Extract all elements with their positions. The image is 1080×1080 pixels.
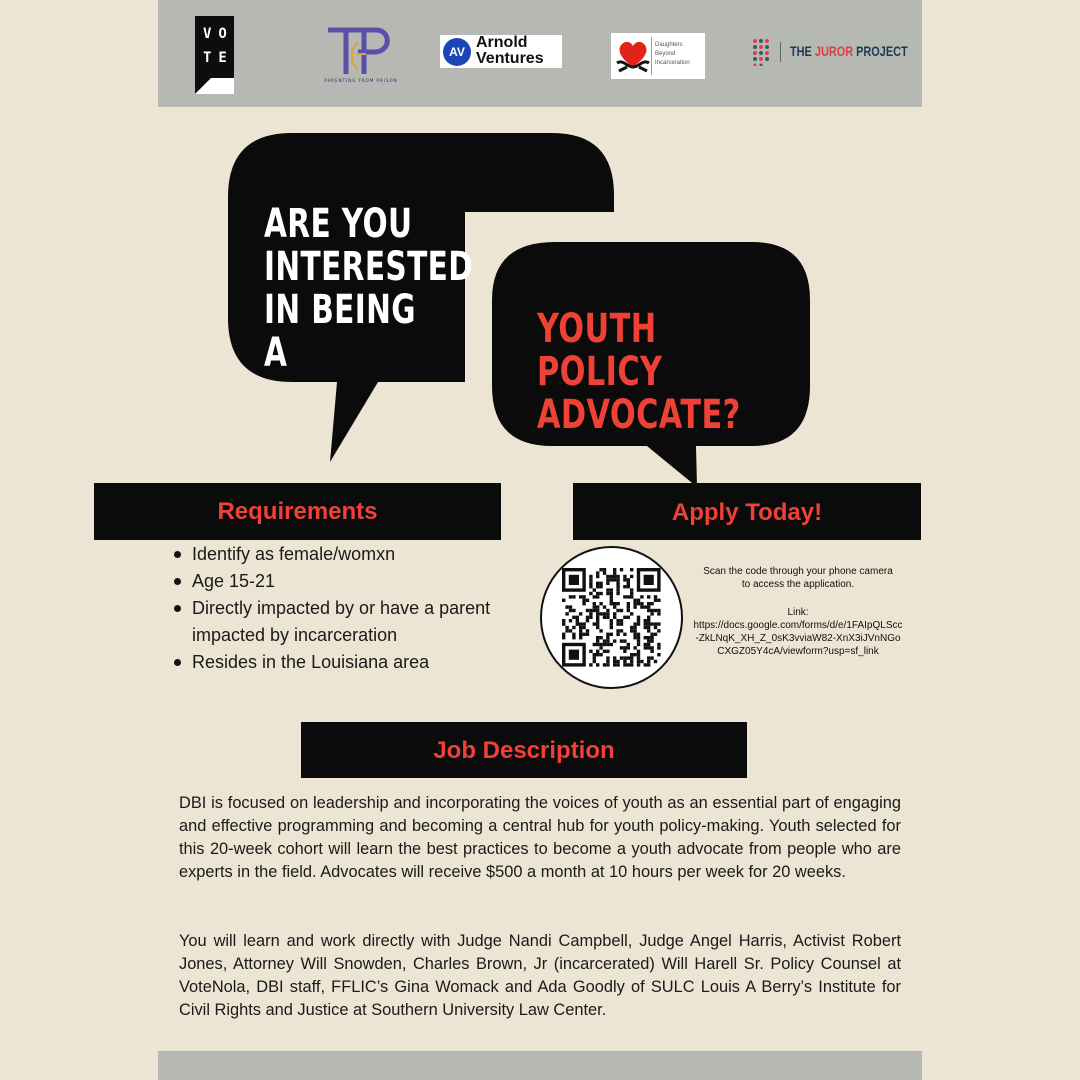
requirement-text: Identify as female/womxn bbox=[192, 544, 396, 564]
juror-suffix: PROJECT bbox=[853, 43, 908, 59]
juror-highlight: JUROR bbox=[814, 43, 854, 59]
qr-code-icon bbox=[542, 548, 681, 687]
vote-logo-line1: VO bbox=[203, 26, 234, 42]
scan-instructions: Scan the code through your phone camera to access the application. bbox=[703, 566, 893, 590]
requirement-item bbox=[172, 595, 532, 649]
requirement-text: Directly impacted by or have a parent impacted by incarceration bbox=[192, 598, 491, 645]
juror-prefix: THE bbox=[790, 43, 815, 59]
ventures-word: Ventures bbox=[476, 50, 544, 67]
bottom-band bbox=[158, 1051, 922, 1080]
bullet-icon bbox=[174, 659, 181, 666]
bullet-icon bbox=[174, 578, 181, 585]
dbi-name: Daughters Beyond Incarceration bbox=[655, 42, 690, 66]
link-label: Link: bbox=[787, 607, 809, 618]
requirements-header: Requirements bbox=[94, 483, 501, 540]
job-description-header: Job Description bbox=[301, 722, 747, 778]
requirement-item bbox=[172, 568, 532, 595]
requirement-item bbox=[172, 541, 532, 568]
arnold-word: Arnold bbox=[476, 34, 528, 51]
apply-header: Apply Today! bbox=[573, 483, 921, 540]
requirement-text: Resides in the Louisiana area bbox=[192, 652, 430, 672]
headline-role: YOUTH POLICY ADVOCATE? bbox=[537, 306, 741, 438]
qr-code[interactable] bbox=[540, 546, 683, 689]
bullet-icon bbox=[174, 551, 181, 558]
av-mark-icon: AV bbox=[443, 38, 471, 66]
link-url[interactable]: https://docs.google.com/forms/d/e/1FAIpQLScc-ZkLNqK_XH_Z_0sK3vviaW82-XnX3iJVnNGoCXGZ05Y4cA/viewform?usp=sf_link bbox=[693, 620, 903, 657]
bullet-icon bbox=[174, 605, 181, 612]
pfp-tagline: PARENTING FROM PRISON bbox=[324, 78, 398, 83]
job-description-paragraph-1: DBI is focused on leadership and incorporating the voices of youth as an essential part of engaging and effective programming and becoming a central hub for youth policy-making. Youth selected for this 20-week cohort will learn the best practices to become a youth advocate from people who are experts in the field. Advocates will receive $500 a month at 10 hours per week for 20 weeks. bbox=[179, 794, 901, 881]
application-link[interactable] bbox=[692, 606, 904, 658]
requirements-list bbox=[172, 541, 532, 676]
requirement-text: Age 15-21 bbox=[192, 571, 276, 591]
job-description-paragraph-2: You will learn and work directly with Judge Nandi Campbell, Judge Angel Harris, Activist Robert Jones, Attorney Will Snowden, Charles Brown, Jr (incarcerated) Will Harell Sr. Policy Counsel at VoteNola, DBI staff, FFLIC’s Gina Womack and Ada Goodly of SULC Louis A Berry’s Institute for Civil Rights and Justice at Southern University Law Center. bbox=[179, 932, 901, 1019]
requirement-item bbox=[172, 649, 532, 676]
headline-question: ARE YOU INTERESTED IN BEING A bbox=[264, 201, 474, 376]
vote-logo-line2: TE bbox=[203, 50, 234, 66]
